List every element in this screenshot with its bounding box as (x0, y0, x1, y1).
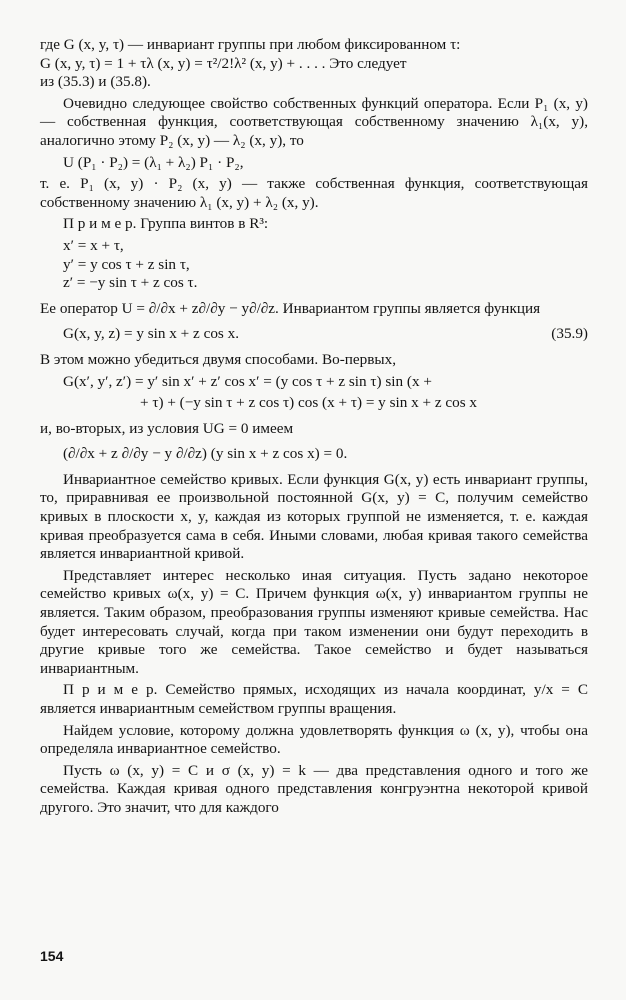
system-line: x′ = x + τ, (63, 236, 124, 254)
paragraph-invariant-family: Инвариантное семейство кривых. Если функция G(x, y) есть инвариант группы, то, приравнивая ее произвольной постоянной G(x, y) = C, получим семейство кривых в плоскости x, y, каждая из которых группой не изменяется, т. е. каждая кривая преобразуется сама в себя. Иными словами, любая кривая такого семейства является инвариантной кривой. (40, 470, 588, 563)
example-lines-family: П р и м е р. Семейство прямых, исходящих из начала координат, y/x = C является инвариантным семейством группы вращения. (40, 681, 588, 717)
paragraph-second-way: и, во-вторых, из условия UG = 0 имеем (40, 419, 294, 437)
paragraph-eigenvalue-sum: т. е. P₁ (x, y) · P₂ (x, y) — также собственная функция, соответствующая собственному значению λ₁ (x, y) + λ₂ (x, y). (40, 175, 588, 211)
text-line: из (35.3) и (35.8). (40, 73, 151, 91)
formula-substitution-line-2: + τ) + (−y sin τ + z cos τ) cos (x + τ) = y sin x + z cos x (140, 394, 478, 412)
example-screw-group: П р и м е р. Группа винтов в R³: (63, 215, 269, 233)
paragraph-eigenfunction-property: Очевидно следующее свойство собственных функций оператора. Если P₁ (x, y) — собственная функция, соответствующая собственному значению λ₁(x, y), аналогично этому P₂ (x, y) — λ₂ (x, y), то (40, 94, 588, 149)
paragraph-find-condition: Найдем условие, которому должна удовлетворять функция ω (x, y), чтобы она определяла инвариантное семейство. (40, 721, 588, 758)
equation-35-9 (63, 325, 588, 344)
page-body (40, 36, 588, 818)
equation-number: (35.9) (551, 325, 588, 343)
text-line: где G (x, y, τ) — инвариант группы при любом фиксированном τ: (40, 36, 461, 53)
paragraph-intro (40, 36, 588, 92)
paragraph-two-ways: В этом можно убедиться двумя способами. Во-первых, (40, 350, 396, 368)
paragraph-operator: Ее оператор U = ∂/∂x + z∂/∂y − y∂/∂z. Инвариантом группы является функция (40, 299, 541, 317)
page-number: 154 (40, 948, 64, 964)
formula-substitution-line-1: G(x′, y′, z′) = y′ sin x′ + z′ cos x′ = (y cos τ + z sin τ) sin (x + (63, 372, 432, 390)
formula-operator-product: U (P₁ · P₂) = (λ₁ + λ₂) P₁ · P₂, (63, 153, 244, 171)
system-line: y′ = y cos τ + z sin τ, (63, 255, 190, 273)
transformation-system (40, 237, 588, 293)
text-line: G (x, y, τ) = 1 + τλ (x, y) = τ²/2!λ² (x, y) + . . . . Это следует (40, 54, 407, 72)
paragraph-other-situation: Представляет интерес несколько иная ситуация. Пусть задано некоторое семейство кривых ω(x, y) = C. Причем функция ω(x, y) инвариантом группы не является. Таким образом, преобразования группы изменяют кривые семейства. Нас будет интересовать случай, когда при таком изменении они будут переходить в другие кривые того же семейства. Такое семейство и будет называться инвариантным. (40, 566, 588, 677)
paragraph-two-representations: Пусть ω (x, y) = C и σ (x, y) = k — два представления одного и того же семейства. Каждая кривая одного представления конгруэнтна некоторой кривой другого. Это значит, что для каждого (40, 761, 588, 816)
equation-formula: G(x, y, z) = y sin x + z cos x. (63, 325, 240, 343)
system-line: z′ = −y sin τ + z cos τ. (63, 274, 198, 292)
formula-ug-zero: (∂/∂x + z ∂/∂y − y ∂/∂z) (y sin x + z cos x) = 0. (63, 445, 348, 463)
